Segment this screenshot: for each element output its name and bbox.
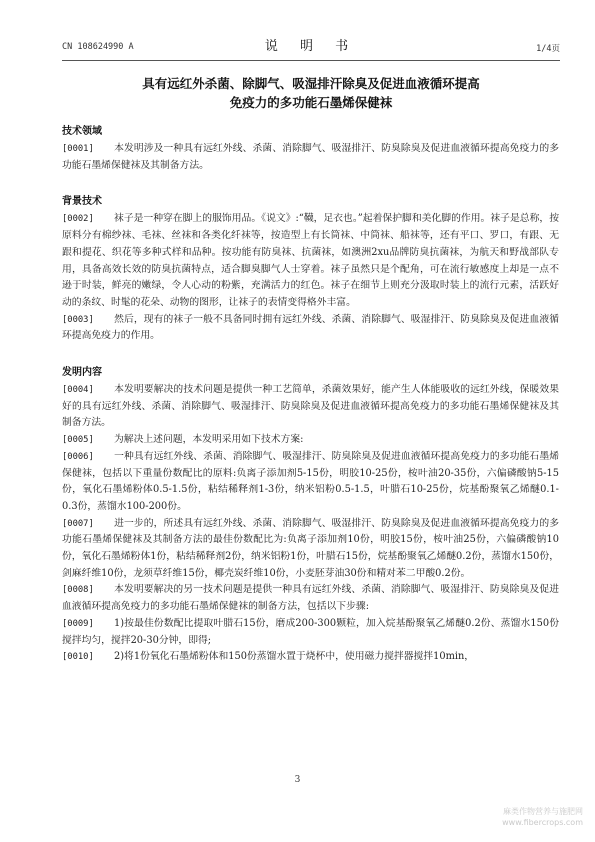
title-line-2: 免疫力的多功能石墨烯保健袜	[229, 95, 393, 110]
paragraph-number: [0004]	[62, 385, 94, 396]
paragraph-text: 为解决上述问题，本发明采用如下技术方案:	[114, 434, 304, 446]
paragraph	[62, 312, 559, 345]
paragraph-text: 本发明涉及一种具有远红外线、杀菌、消除脚气、吸湿排汗、防臭除臭及促进血液循环提高免疫力的多功能石墨烯保健袜及其制备方法。	[62, 143, 559, 171]
paragraph-number: [0007]	[62, 518, 94, 529]
page-header	[62, 33, 560, 59]
publication-number: CN 108624990 A	[62, 42, 134, 52]
paragraph	[62, 211, 559, 311]
paragraph-number: [0001]	[62, 144, 94, 154]
paragraph-number: [0009]	[62, 618, 94, 629]
document-type-label: 说 明 书	[264, 39, 358, 54]
paragraph	[62, 141, 559, 174]
paragraph	[62, 582, 559, 615]
section-invention-content	[62, 365, 559, 666]
site-watermark	[502, 806, 583, 828]
paragraph	[62, 649, 559, 666]
paragraph	[62, 516, 559, 583]
paragraph-number: [0005]	[62, 435, 94, 446]
paragraph	[62, 449, 559, 516]
section-technical-field	[62, 124, 559, 174]
page-indicator: 1/4页	[536, 44, 560, 54]
section-heading: 技术领域	[62, 126, 102, 137]
header-divider	[62, 60, 560, 61]
paragraph-text: 然后，现有的袜子一般不具备同时拥有远红外线、杀菌、消除脚气、吸湿排汗、防臭除臭及促进血液循环提高免疫力的作用。	[62, 313, 559, 342]
paragraph-number: [0002]	[62, 214, 94, 225]
watermark-line-1: 麻类作物营养与施肥网	[503, 807, 583, 816]
paragraph-number: [0003]	[62, 314, 94, 325]
page-number: 3	[294, 775, 301, 785]
paragraph	[62, 382, 559, 432]
section-heading: 背景技术	[62, 196, 102, 208]
paragraph-text: 2)将1份氧化石墨烯粉体和150份蒸馏水置于烧杯中，使用磁力搅拌器搅拌10min，	[114, 651, 475, 663]
paragraph-text: 1)按最佳份数配比提取叶腊石15份，磨成200-300颗粒，加入烷基酚聚氧乙烯醚0.2份、蒸馏水150份搅拌均匀，搅拌20-30分钟，即得;	[62, 617, 559, 646]
paragraph-text: 本发明要解决的技术问题是提供一种工艺简单，杀菌效果好，能产生人体能吸收的远红外线，保暖效果好的具有远红外线、杀菌、消除脚气、吸湿排汗、防臭除臭及促进血液循环提高免疫力的多功能石墨烯保健袜及其制备方法。	[62, 384, 559, 429]
paragraph-text: 本发明要解决的另一技术问题是提供一种具有远红外线、杀菌、消除脚气、吸湿排汗、防臭除臭及促进血液循环提高免疫力的多功能石墨烯保健袜的制备方法，包括以下步骤:	[62, 584, 559, 613]
watermark-line-2: www.fibercrops.com	[502, 818, 583, 827]
paragraph	[62, 432, 559, 449]
paragraph-text: 进一步的，所述具有远红外线、杀菌、消除脚气、吸湿排汗、防臭除臭及促进血液循环提高免疫力的多功能石墨烯保健袜及其制备方法的最佳份数配比为:负离子添加剂10份，明胶15份，桉叶油25份，六偏磷酸钠10份，氧化石墨烯粉体1份，粘结稀释剂2份，纳米铝粉1份，叶腊石15份，烷基酚聚氧乙烯醚0.2份，蒸馏水150份，剑麻纤维10份，龙须草纤维15份，椰壳炭纤维10份，小麦胚芽油30份和精对苯二甲酸0.2份。	[62, 517, 559, 579]
section-background	[62, 194, 559, 345]
title-line-1: 具有远红外杀菌、除脚气、吸湿排汗除臭及促进血液循环提高	[142, 76, 480, 91]
paragraph-number: [0006]	[62, 451, 94, 462]
paragraph	[62, 616, 559, 649]
paragraph-number: [0010]	[62, 652, 94, 663]
document-body	[62, 124, 559, 666]
paragraph-text: 一种具有远红外线、杀菌、消除脚气、吸湿排汗、防臭除臭及促进血液循环提高免疫力的多功能石墨烯保健袜，包括以下重量份数配比的原料:负离子添加剂5-15份，明胶10-25份，桉叶油20-35份，六偏磷酸钠5-15份，氧化石墨烯粉体0.5-1.5份，粘结稀释剂1-3份，纳米铝粉0.5-1.5，叶腊石10-25份，烷基酚聚氧乙烯醚0.1-0.3份，蒸馏水100-200份。	[62, 450, 559, 512]
paragraph-number: [0008]	[62, 585, 94, 596]
section-heading: 发明内容	[62, 367, 102, 379]
document-title	[62, 74, 560, 112]
paragraph-text: 袜子是一种穿在脚上的服饰用品。《说文》:“韈，足衣也。”起着保护脚和美化脚的作用。袜子是总称，按原料分有棉纱袜、毛袜、丝袜和各类化纤袜等，按造型上有长筒袜、中筒袜、船袜等，还有平口、罗口，有跟、无跟和提花、织花等多种式样和品种。按功能有防臭袜、抗菌袜，如澳洲2xu品牌防臭抗菌袜，为航天和野战部队专用，具备高效长效的防臭抗菌特点，适合脚臭脚气人士穿着。袜子虽然只是个配角，可在流行敏感度上却是一点不逊于时装，鲜亮的嫩绿，令人心动的粉紫，充满活力的红色。袜子在细节上则充分汲取时装上的流行元素，活跃好动的条纹、时髦的花朵、动物的图形，让袜子的表情变得格外丰富。	[62, 213, 559, 308]
